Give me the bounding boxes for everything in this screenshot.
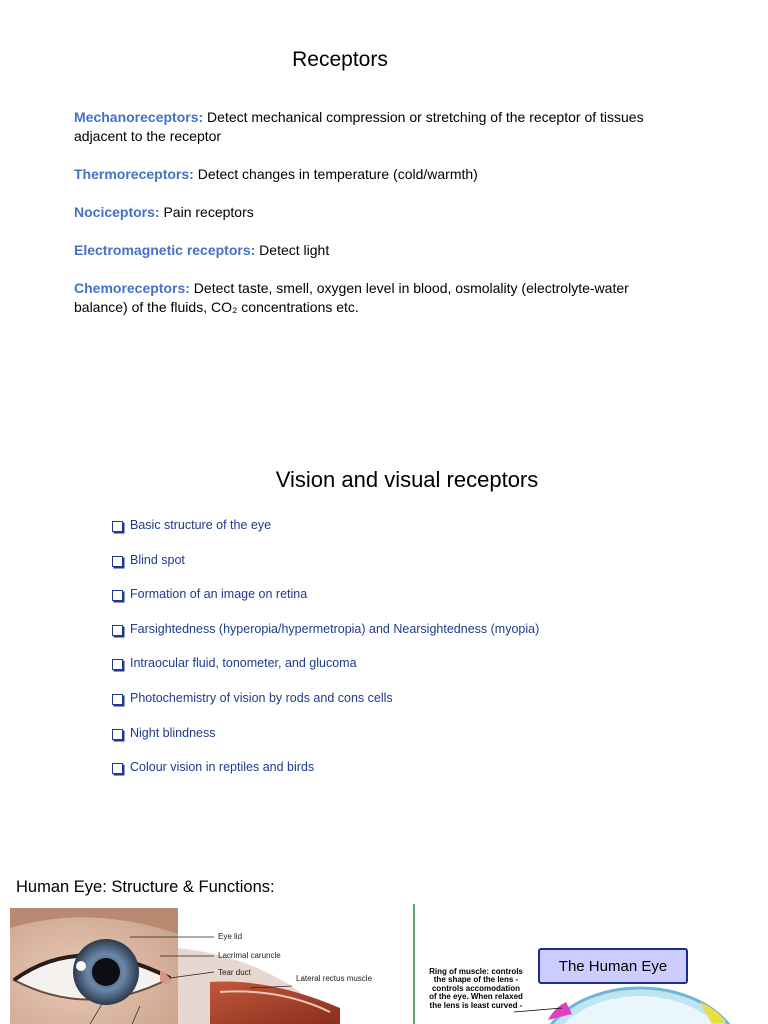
diagram-title-box: The Human Eye [538,948,688,984]
topic-label: Blind spot [130,552,185,567]
definition-nociceptors [74,203,684,222]
definition-thermoreceptors [74,165,684,184]
label-eye-lid: Eye lid [218,932,243,941]
eye-photo-illustration [10,908,410,1024]
topic-label: Intraocular fluid, tonometer, and glucoma [130,656,357,671]
term-label: Electromagnetic receptors: [74,242,256,258]
list-item [112,691,539,726]
term-label: Nociceptors: [74,204,160,220]
eye-diagram-figure [412,904,768,1024]
term-description: Detect light [255,242,330,258]
label-lacrimal-caruncle: Lacrimal caruncle [218,951,281,960]
label-tear-duct: Tear duct [218,968,251,977]
list-item [112,656,539,691]
definition-electromagnetic [74,241,684,260]
list-item [112,553,539,588]
term-description: Pain receptors [159,204,254,220]
checkbox-icon [112,590,123,601]
list-item [112,760,539,795]
list-item [112,622,539,657]
topic-list [112,518,539,795]
topic-label: Farsightedness (hyperopia/hypermetropia) and Nearsightedness (myopia) [130,621,540,636]
list-item [112,587,539,622]
checkbox-icon [112,521,123,532]
definition-mechanoreceptors [74,108,684,146]
checkbox-icon [112,659,123,670]
checkbox-icon [112,556,123,567]
term-label: Chemoreceptors: [74,280,190,296]
checkbox-icon [112,729,123,740]
definition-chemoreceptors [74,279,684,317]
section-title: Vision and visual receptors [275,467,539,492]
list-item [112,726,539,761]
ring-of-muscle-annotation: Ring of muscle: controls the shape of the lens - controls accomodation of the eye. When relaxed the lens is least curved - [429,967,523,1010]
checkbox-icon [112,694,123,705]
topic-label: Photochemistry of vision by rods and cons cells [130,690,393,705]
checkbox-icon [112,763,123,774]
checkbox-icon [112,625,123,636]
topic-label: Night blindness [130,725,216,740]
term-label: Mechanoreceptors: [74,109,204,125]
term-description: Detect taste, smell, oxygen level in blood, osmolality (electrolyte-water balance) of the fluids, CO₂ concentrations etc. [74,280,629,315]
term-description: Detect changes in temperature (cold/warmth) [193,166,478,182]
topic-label: Colour vision in reptiles and birds [130,760,315,775]
page-title: Receptors [292,48,388,71]
term-label: Thermoreceptors: [74,166,194,182]
eye-section-heading: Human Eye: Structure & Functions: [16,878,275,896]
eye-photo-figure [10,908,410,1024]
topic-label: Formation of an image on retina [130,587,308,602]
receptor-definitions [74,108,684,336]
list-item [112,518,539,553]
label-lateral-rectus-muscle: Lateral rectus muscle [296,974,373,983]
topic-label: Basic structure of the eye [130,518,272,532]
term-description: Detect mechanical compression or stretching of the receptor of tissues adjacent to the receptor [74,109,644,144]
